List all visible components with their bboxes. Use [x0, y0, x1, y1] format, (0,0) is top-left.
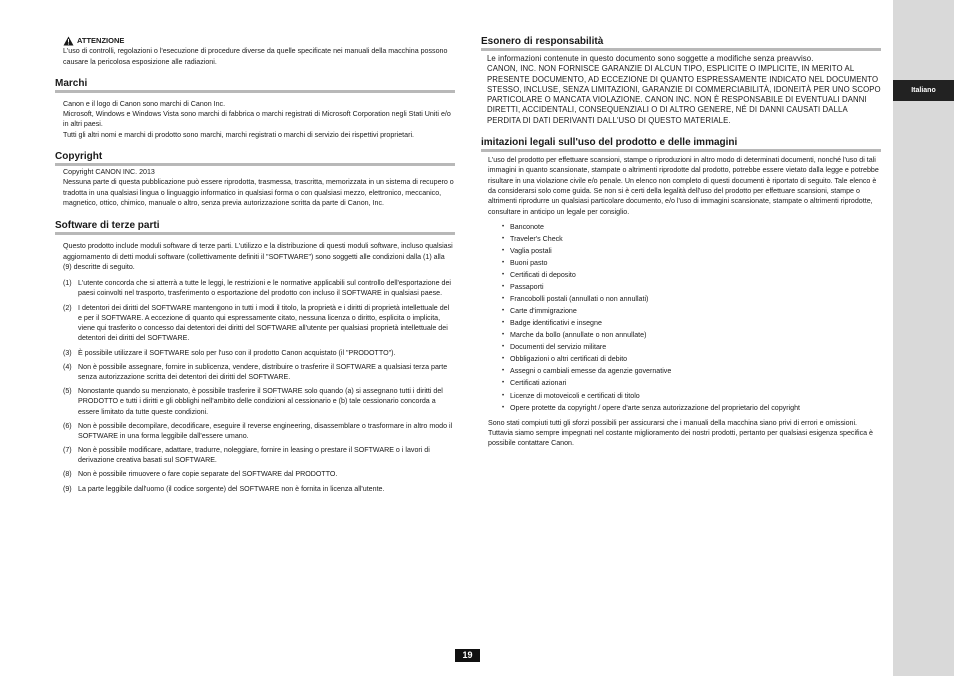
page-number: 19	[455, 649, 480, 662]
list-item: (2) I detentori dei diritti del SOFTWARE mantengono in tutti i modi il titolo, la proprietà e i diritti di proprietà intellettuale del e per il SOFTWARE. A eccezione di quanto qui espressamente citato, nessuna licenza o diritto, esplicita o implicita, viene qui trasferito o concesso dai detentori dei diritti del SOFTWARE all'utente per qualsiasi proprietà intellettuale dei detentori dei diritti del SOFTWARE.	[63, 303, 450, 343]
list-item: • Certificati di deposito	[502, 270, 881, 280]
list-item: (9) La parte leggibile dall'uomo (il codice sorgente) del SOFTWARE non è fornita in licenza all'utente.	[63, 484, 385, 493]
list-item: • Traveler's Check	[502, 234, 881, 244]
list-item: • Documenti del servizio militare	[502, 342, 881, 352]
section-limitazioni	[481, 137, 881, 449]
list-item: (8) Non è possibile rimuovere o fare copie separate del SOFTWARE dal PRODOTTO.	[63, 470, 338, 479]
list-item: • Obbligazioni o altri certificati di debito	[502, 354, 881, 364]
warning-title: ATTENZIONE	[77, 36, 125, 45]
paragraph: Sono stati compiuti tutti gli sforzi possibili per assicurarsi che i manuali della macchina siano privi di errori e omissioni. Tuttavia siamo sempre impegnati nel costante miglioramento dei nostri prodotti, pertanto per qualsiasi esigenza specifica è possibile contattare Canon.	[488, 418, 873, 448]
paragraph: Tutti gli altri nomi e marchi di prodotto sono marchi, marchi registrati o marchi di servizio dei rispettivi proprietari.	[63, 130, 415, 139]
paragraph: Canon e il logo di Canon sono marchi di Canon Inc.	[63, 99, 226, 108]
section-software	[55, 220, 455, 494]
list-item: (3) È possibile utilizzare il SOFTWARE solo per l'uso con il prodotto Canon acquistato (il "PRODOTTO").	[63, 348, 396, 357]
paragraph: Questo prodotto include moduli software di terze parti. L'utilizzo e la distribuzione di questi moduli software, incluso qualsiasi aggiornamento di detti moduli software (collettivamente definiti il "SOFTWARE") sono soggetti alle condizioni dalla (1) alla (9) descritte di seguito.	[63, 242, 453, 271]
list-item: • Passaporti	[502, 282, 881, 292]
list-item: (5) Nonostante quando su menzionato, è possibile trasferire il SOFTWARE solo quando (a) si assegnano tutti i diritti del PRODOTTO e tutti i diritti e gli obblighi nell'ambito delle condizioni al cessionario e (b) tale cessionario concorda a essere limitato da tutte queste condizioni.	[63, 387, 443, 416]
warning-triangle-icon	[63, 36, 74, 46]
list-item: (4) Non è possibile assegnare, fornire in sublicenza, vendere, distribuire o trasferire il SOFTWARE a qualsiasi terza parte senza autorizzazione scritta dei detentori dei diritti del SOFTWARE.	[63, 362, 448, 381]
language-tab: Italiano	[893, 80, 954, 101]
list-item: • Francobolli postali (annullati o non annullati)	[502, 294, 881, 304]
section-title: Software di terze parti	[55, 220, 455, 235]
documents-list	[488, 222, 881, 413]
section-copyright	[55, 151, 455, 208]
section-title: Marchi	[55, 78, 455, 93]
list-item: (6) Non è possibile decompilare, decodificare, eseguire il reverse engineering, disassemblare o trasformare in altro modo il SOFTWARE in una forma leggibile dall'essere umano.	[63, 421, 453, 440]
section-title: imitazioni legali sull'uso del prodotto e delle immagini	[481, 137, 881, 152]
list-item: • Banconote	[502, 222, 881, 232]
left-column	[55, 36, 455, 498]
list-item: • Buoni pasto	[502, 258, 881, 268]
paragraph: Le informazioni contenute in questo documento sono soggette a modifiche senza preavviso.	[487, 54, 814, 63]
warning-block	[55, 36, 455, 67]
list-item: (1) L'utente concorda che si atterrà a tutte le leggi, le restrizioni e le normative applicabili sul controllo dell'esportazione dei paesi coinvolti nel trasporto, trasferimento o esportazione del prodotto con incluso il SOFTWARE in qualsiasi paese.	[63, 279, 451, 298]
paragraph: Nessuna parte di questa pubblicazione può essere riprodotta, trasmessa, trascritta, memorizzata in un sistema di recupero o tradotta in una qualsiasi lingua o linguaggio informatico in qualsiasi forma o con qualsiasi mezzo, elettronico, meccanico, magnetico, ottico, chimico, manuale o altro, senza previa autorizzazione scritta da parte di Canon, Inc.	[63, 178, 454, 207]
list-item: • Certificati azionari	[502, 378, 881, 388]
section-title: Esonero di responsabilità	[481, 36, 881, 51]
list-item: • Marche da bollo (annullate o non annullate)	[502, 330, 881, 340]
list-item: • Assegni o cambiali emesse da agenzie governative	[502, 366, 881, 376]
warning-heading	[63, 36, 455, 46]
list-item: • Opere protette da copyright / opere d'arte senza autorizzazione del proprietario del copyright	[502, 403, 881, 413]
conditions-list	[63, 278, 455, 494]
list-item: (7) Non è possibile modificare, adattare, tradurre, noleggiare, fornire in leasing o prestare il SOFTWARE o i lavori di derivazione creativa basati sul SOFTWARE.	[63, 446, 430, 465]
list-item: • Carte d'immigrazione	[502, 306, 881, 316]
right-column	[481, 36, 881, 449]
section-title: Copyright	[55, 151, 455, 166]
section-marchi	[55, 78, 455, 140]
disclaimer-caps: CANON, INC. NON FORNISCE GARANZIE DI ALCUN TIPO, ESPLICITE O IMPLICITE, IN MERITO AL PRESENTE DOCUMENTO, AD ECCEZIONE DI QUANTO ESPRESSAMENTE INDICATO NEL DOCUMENTO STESSO, INCLUSE, SENZA LIMITAZIONI, GARANZIE DI COMMERCIABILITÀ, IDONEITÀ PER UNO SCOPO PARTICOLARE O MANCATA VIOLAZIONE. CANON INC. NON È RESPONSABILE DI EVENTUALI DANNI DIRETTI, ACCIDENTALI, CONSEQUENZIALI O DI ALTRO GENERE, NÉ DI DANNI CAUSATI DALLA PERDITA DI DATI DERIVANTI DALL'USO DI QUESTO MATERIALE.	[487, 64, 881, 125]
section-esonero	[481, 36, 881, 126]
warning-text: L'uso di controlli, regolazioni o l'esecuzione di procedure diverse da quelle specificate nei manuali della macchina possono causare la pericolosa esposizione alle radiazioni.	[63, 47, 448, 66]
copyright-line: Copyright CANON INC. 2013	[63, 168, 155, 177]
list-item: • Licenze di motoveicoli e certificati di titolo	[502, 391, 881, 401]
list-item: • Vaglia postali	[502, 246, 881, 256]
list-item: • Badge identificativi e insegne	[502, 318, 881, 328]
paragraph: L'uso del prodotto per effettuare scansioni, stampe o riproduzioni in altro modo di determinati documenti, nonché l'uso di tali immagini in quanto scansionate, stampate o altrimenti riprodotte dal prodotto, potrebbe essere vietato dalla legge e potrebbe risultare in una violazione civile e/o penale. Un elenco non completo di questi documenti è riportato di seguito. Tale elenco è da considerarsi solo come guida. Se non si è certi della legalità dell'uso del prodotto per effettuare scansioni, stampe o altrimenti riprodurre un qualsiasi particolare documento, e/o l'uso di immagini scansionate, stampate o altrimenti riprodotte, consultare in anticipo un legale per consiglio.	[488, 156, 879, 216]
paragraph: Microsoft, Windows e Windows Vista sono marchi di fabbrica o marchi registrati di Microsoft Corporation negli Stati Uniti e/o in altri paesi.	[63, 110, 451, 129]
side-margin-bar	[893, 0, 954, 676]
